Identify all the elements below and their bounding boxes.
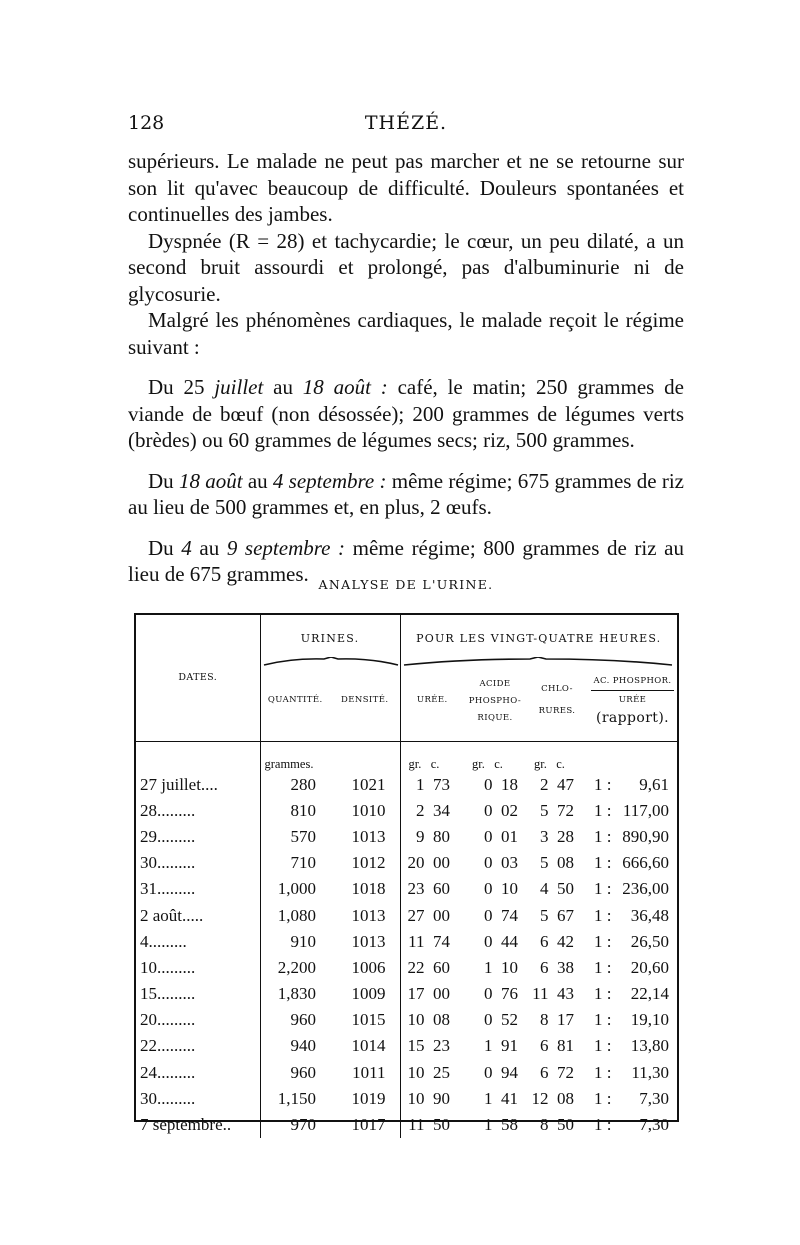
cell-chlorures: 6 42 <box>540 931 574 951</box>
cell-densite: 1019 <box>330 1086 400 1112</box>
cell-uree: 11 50 <box>408 1115 450 1135</box>
cell-acide: 0 01 <box>484 826 518 846</box>
cell-ratio <box>588 902 677 928</box>
cell-uree: 23 60 <box>407 879 450 899</box>
cell-uree: 15 23 <box>407 1036 450 1056</box>
ratio-prefix: 1 : <box>594 905 612 925</box>
ratio-prefix: 1 : <box>594 800 612 820</box>
cell-chlorures: 11 43 <box>532 984 574 1004</box>
cell-densite: 1006 <box>330 955 400 981</box>
header-ratio-denominator: URÉE <box>618 695 647 706</box>
table-row <box>136 772 677 798</box>
text-run: Du <box>148 535 182 560</box>
cell-ratio <box>588 1112 677 1138</box>
cell-uree: 11 74 <box>408 931 450 951</box>
cell-quantite: 1,000 <box>277 879 316 899</box>
header-acide-line2: PHOSPHO- <box>468 696 522 707</box>
header-chlorures <box>526 659 588 741</box>
table-row <box>136 929 677 955</box>
cell-date: 30......... <box>136 850 260 876</box>
ratio-prefix: 1 : <box>594 853 612 873</box>
header-acide-phosphorique <box>464 659 526 741</box>
cell-chlorures: 4 50 <box>540 879 574 899</box>
date-italic: 9 septembre : <box>226 535 346 560</box>
text-run: Du 25 <box>148 375 215 399</box>
cell-acide: 0 94 <box>484 1062 518 1082</box>
table-row <box>136 1007 677 1033</box>
cell-densite: 1014 <box>330 1033 400 1059</box>
paragraph-dyspnea: Dyspnée (R = 28) et tachycardie; le cœur, un peu dilaté, a un second bruit assourdi et prolongé, pas d'albuminurie ni de glycosurie. <box>128 228 684 306</box>
cell-acide: 0 52 <box>484 1010 518 1030</box>
date-italic: 18 août <box>178 468 243 493</box>
cell-ratio <box>588 1007 677 1033</box>
table-row <box>136 902 677 928</box>
ratio-prefix: 1 : <box>594 931 612 951</box>
cell-chlorures: 6 72 <box>540 1062 574 1082</box>
ratio-value: 9,61 <box>639 774 670 794</box>
cell-date: 31......... <box>136 876 260 902</box>
brace-24h <box>402 657 674 667</box>
header-quantite: QUANTITÉ. <box>260 659 330 741</box>
cell-chlorures: 6 81 <box>540 1036 574 1056</box>
text-run: Du <box>148 468 179 493</box>
cell-chlorures: 3 28 <box>540 826 574 846</box>
cell-ratio <box>588 850 677 876</box>
table-row <box>136 1086 677 1112</box>
header-chlorures-line2: RURES. <box>538 705 576 716</box>
cell-date: 28......... <box>136 798 260 824</box>
header-ratio-numerator: AC. PHOSPHOR. <box>591 672 673 691</box>
unit-quantite: grammes. <box>264 756 314 771</box>
cell-uree: 10 08 <box>407 1010 450 1030</box>
running-title: THÉZÉ. <box>364 112 448 134</box>
cell-densite: 1012 <box>330 850 400 876</box>
ratio-value: 666,60 <box>622 853 670 873</box>
text-run: au <box>242 468 273 493</box>
cell-ratio <box>588 772 677 798</box>
table-row <box>136 1060 677 1086</box>
urine-table-grid <box>136 615 677 1138</box>
cell-uree: 20 00 <box>407 853 450 873</box>
ratio-prefix: 1 : <box>594 1010 612 1030</box>
cell-ratio <box>588 798 677 824</box>
header-ratio <box>588 659 677 741</box>
ratio-prefix: 1 : <box>594 1062 612 1082</box>
cell-acide: 1 41 <box>484 1088 518 1108</box>
cell-densite: 1021 <box>330 772 400 798</box>
ratio-value: 236,00 <box>622 879 670 899</box>
cell-densite: 1011 <box>330 1060 400 1086</box>
cell-ratio <box>588 955 677 981</box>
ratio-prefix: 1 : <box>594 957 612 977</box>
table-row <box>136 798 677 824</box>
cell-densite: 1015 <box>330 1007 400 1033</box>
table-row <box>136 981 677 1007</box>
table-row <box>136 1033 677 1059</box>
cell-date: 24......... <box>136 1060 260 1086</box>
table-caption: ANALYSE DE L'URINE. <box>318 577 494 592</box>
cell-uree: 22 60 <box>407 957 450 977</box>
cell-densite: 1010 <box>330 798 400 824</box>
page-number: 128 <box>128 112 165 134</box>
ratio-value: 19,10 <box>630 1010 670 1030</box>
text-run: même régime; 800 grammes de riz au lieu de 675 grammes. <box>128 535 684 586</box>
urine-analysis-table <box>134 613 679 1135</box>
cell-uree: 9 80 <box>416 826 450 846</box>
text-run: même régime; 675 grammes de riz au lieu de 500 grammes et, en plus, 2 œufs. <box>128 468 684 519</box>
cell-acide: 0 02 <box>484 800 518 820</box>
cell-uree: 2 34 <box>416 800 450 820</box>
cell-acide: 0 10 <box>484 879 518 899</box>
cell-quantite: 2,200 <box>277 957 316 977</box>
page-header <box>128 112 684 142</box>
cell-date: 30......... <box>136 1086 260 1112</box>
cell-uree: 27 00 <box>407 905 450 925</box>
cell-acide: 0 44 <box>484 931 518 951</box>
cell-densite: 1017 <box>330 1112 400 1138</box>
cell-date: 20......... <box>136 1007 260 1033</box>
cell-date: 29......... <box>136 824 260 850</box>
ratio-prefix: 1 : <box>594 879 612 899</box>
table-row <box>136 1112 677 1138</box>
header-densite: DENSITÉ. <box>330 659 400 741</box>
header-dates: DATES. <box>136 615 260 741</box>
cell-uree: 10 25 <box>407 1062 450 1082</box>
cell-chlorures: 5 08 <box>540 853 574 873</box>
header-group-urines: URINES. <box>260 615 400 659</box>
ratio-prefix: 1 : <box>594 1115 612 1135</box>
units-row <box>136 741 677 772</box>
ratio-value: 22,14 <box>630 984 670 1004</box>
cell-densite: 1009 <box>330 981 400 1007</box>
unit-chlorures: gr. c. <box>534 756 565 771</box>
cell-quantite: 710 <box>290 853 316 873</box>
cell-ratio <box>588 876 677 902</box>
table-row <box>136 955 677 981</box>
text-run: au <box>263 375 303 399</box>
cell-quantite: 810 <box>290 800 316 820</box>
cell-chlorures: 5 72 <box>540 800 574 820</box>
cell-densite: 1013 <box>330 824 400 850</box>
ratio-value: 36,48 <box>630 905 670 925</box>
ratio-prefix: 1 : <box>594 774 612 794</box>
cell-date: 15......... <box>136 981 260 1007</box>
date-italic: juillet <box>214 375 264 399</box>
cell-chlorures: 5 67 <box>540 905 574 925</box>
ratio-value: 7,30 <box>639 1088 670 1108</box>
cell-quantite: 280 <box>290 774 316 794</box>
ratio-value: 890,90 <box>622 826 670 846</box>
cell-date: 2 août..... <box>136 902 260 928</box>
unit-uree: gr. c. <box>408 756 440 771</box>
unit-acide: gr. c. <box>472 756 503 771</box>
cell-ratio <box>588 981 677 1007</box>
cell-chlorures: 8 50 <box>540 1115 574 1135</box>
cell-chlorures: 12 08 <box>531 1088 574 1108</box>
cell-ratio <box>588 824 677 850</box>
cell-uree: 17 00 <box>407 984 450 1004</box>
header-chlorures-line1: CHLO- <box>541 683 573 694</box>
cell-chlorures: 2 47 <box>540 774 574 794</box>
cell-date: 7 septembre.. <box>136 1112 260 1138</box>
cell-acide: 0 03 <box>484 853 518 873</box>
ratio-prefix: 1 : <box>594 1036 612 1056</box>
header-group-24h: POUR LES VINGT-QUATRE HEURES. <box>416 632 662 645</box>
ratio-value: 26,50 <box>630 931 670 951</box>
table-row <box>136 824 677 850</box>
cell-quantite: 960 <box>290 1010 316 1030</box>
cell-quantite: 1,150 <box>277 1088 316 1108</box>
header-acide-line1: ACIDE <box>479 679 511 690</box>
text-run: café, le matin; 250 grammes de viande de bœuf (non désossée); 200 grammes de légumes verts (brèdes) ou 60 grammes de légumes secs; riz, 500 grammes. <box>128 375 684 452</box>
ratio-prefix: 1 : <box>594 826 612 846</box>
cell-acide: 0 76 <box>484 984 518 1004</box>
cell-acide: 1 10 <box>484 957 518 977</box>
brace-urines <box>262 657 400 667</box>
unit-densite <box>330 741 400 772</box>
unit-dates <box>136 741 260 772</box>
cell-quantite: 940 <box>290 1036 316 1056</box>
cell-uree: 10 90 <box>407 1088 450 1108</box>
cell-acide: 1 58 <box>484 1115 518 1135</box>
cell-densite: 1013 <box>330 902 400 928</box>
cell-ratio <box>588 1086 677 1112</box>
ratio-value: 13,80 <box>630 1036 670 1056</box>
table-body <box>136 772 677 1139</box>
cell-date: 27 juillet.... <box>136 772 260 798</box>
header-uree: URÉE. <box>400 659 464 741</box>
cell-acide: 0 74 <box>484 905 518 925</box>
cell-acide: 1 91 <box>484 1036 518 1056</box>
date-italic: 4 <box>181 535 192 560</box>
cell-uree: 1 73 <box>416 774 450 794</box>
cell-chlorures: 6 38 <box>540 957 574 977</box>
paragraph-regime-intro: Malgré les phénomènes cardiaques, le malade reçoit le régime suivant : <box>128 308 684 359</box>
cell-ratio <box>588 929 677 955</box>
paragraph-regime-1 <box>128 374 684 454</box>
cell-acide: 0 18 <box>484 774 518 794</box>
cell-quantite: 910 <box>290 931 316 951</box>
ratio-value: 20,60 <box>630 957 670 977</box>
date-italic: 4 septembre : <box>272 468 387 493</box>
paragraph-symptoms: supérieurs. Le malade ne peut pas marcher et ne se retourne sur son lit qu'avec beaucoup de difficulté. Douleurs spontanées et continuelles des jambes. <box>128 149 684 226</box>
ratio-prefix: 1 : <box>594 984 612 1004</box>
cell-quantite: 1,080 <box>277 905 316 925</box>
ratio-value: 11,30 <box>631 1062 670 1082</box>
cell-ratio <box>588 1033 677 1059</box>
header-ratio-rapport: (rapport). <box>595 710 670 727</box>
cell-quantite: 1,830 <box>277 984 316 1004</box>
header-acide-line3: RIQUE. <box>477 713 513 724</box>
ratio-prefix: 1 : <box>594 1088 612 1108</box>
unit-ratio <box>588 741 677 772</box>
text-run: au <box>191 535 227 560</box>
cell-densite: 1013 <box>330 929 400 955</box>
cell-densite: 1018 <box>330 876 400 902</box>
table-row <box>136 850 677 876</box>
cell-quantite: 970 <box>290 1115 316 1135</box>
cell-quantite: 960 <box>290 1062 316 1082</box>
ratio-value: 7,30 <box>639 1115 670 1135</box>
cell-ratio <box>588 1060 677 1086</box>
table-row <box>136 876 677 902</box>
paragraph-regime-2 <box>128 468 684 521</box>
cell-date: 22......... <box>136 1033 260 1059</box>
cell-quantite: 570 <box>290 826 316 846</box>
body-text <box>128 148 684 588</box>
cell-date: 10......... <box>136 955 260 981</box>
ratio-value: 117,00 <box>622 800 670 820</box>
date-italic: 18 août : <box>302 375 388 399</box>
cell-date: 4......... <box>136 929 260 955</box>
cell-chlorures: 8 17 <box>540 1010 574 1030</box>
